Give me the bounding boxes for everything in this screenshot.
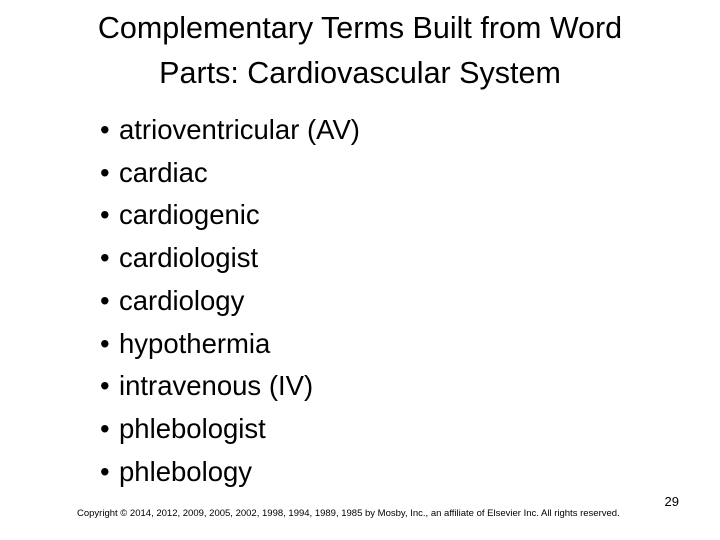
page-number: 29 (664, 494, 679, 509)
slide-title (20, 6, 700, 96)
bullet-icon: • (100, 156, 110, 188)
bullet-icon: • (100, 412, 110, 444)
list-item (100, 280, 360, 323)
slide-title-line-2: Parts: Cardiovascular System (159, 56, 561, 90)
list-item (100, 237, 360, 280)
term-text: atrioventricular (AV) (119, 114, 360, 145)
term-list (100, 109, 360, 493)
list-item (100, 408, 360, 451)
list-item (100, 451, 360, 494)
bullet-icon: • (100, 242, 110, 274)
bullet-icon: • (100, 370, 110, 402)
bullet-icon: • (100, 284, 110, 316)
list-item (100, 109, 360, 152)
term-text: cardiac (119, 156, 208, 188)
term-text: phlebology (119, 455, 253, 487)
term-text: cardiogenic (119, 199, 260, 231)
bullet-icon: • (100, 455, 110, 487)
slide-title-line-1: Complementary Terms Built from Word (97, 11, 623, 45)
term-text: intravenous (IV) (119, 370, 314, 402)
term-text: phlebologist (119, 412, 266, 444)
bullet-icon: • (100, 199, 110, 231)
term-text: cardiology (119, 284, 245, 316)
term-text: hypothermia (119, 327, 271, 359)
list-item (100, 194, 360, 237)
list-item (100, 323, 360, 366)
term-text: cardiologist (119, 242, 259, 274)
bullet-icon: • (100, 114, 110, 145)
list-item (100, 365, 360, 408)
list-item (100, 152, 360, 195)
copyright-notice: Copyright © 2014, 2012, 2009, 2005, 2002, 1998, 1994, 1989, 1985 by Mosby, Inc., an affiliate of Elsevier Inc. All rights reserved. (77, 508, 620, 519)
bullet-icon: • (100, 327, 110, 359)
